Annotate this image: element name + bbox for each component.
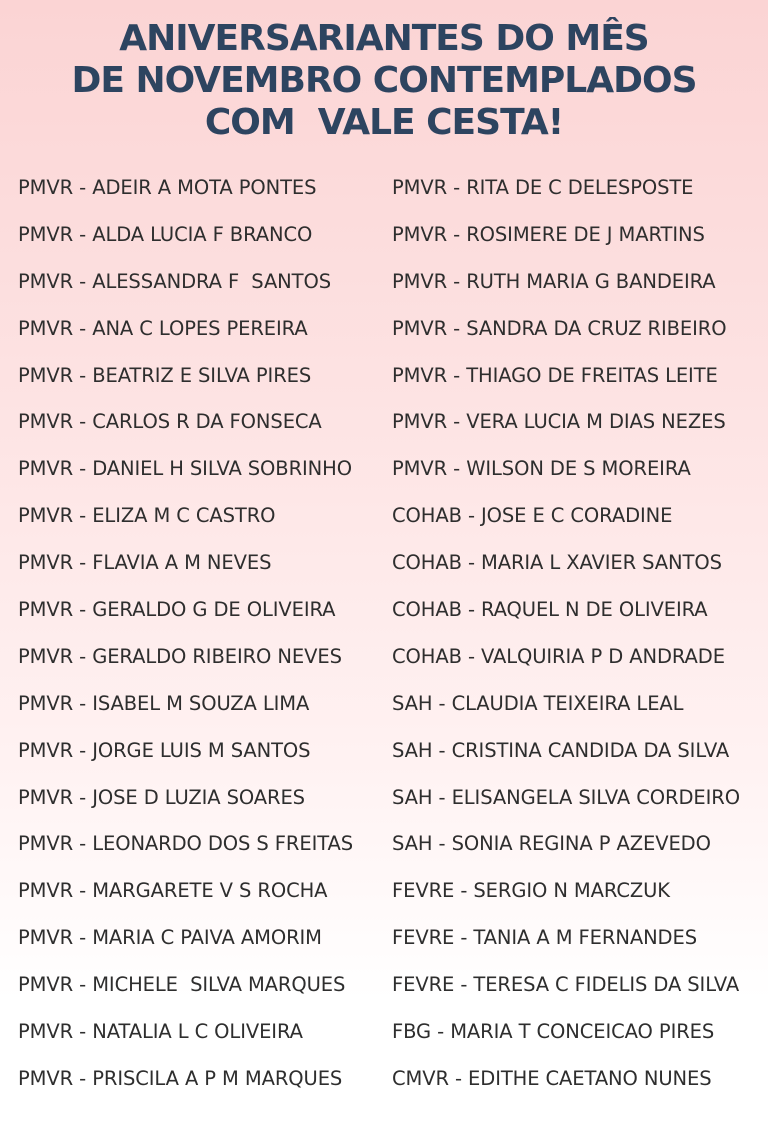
list-item: PMVR - CARLOS R DA FONSECA: [18, 410, 322, 434]
list-item: PMVR - NATALIA L C OLIVEIRA: [18, 1020, 303, 1044]
list-item: PMVR - JORGE LUIS M SANTOS: [18, 738, 311, 762]
list-item: PMVR - MICHELE SILVA MARQUES: [18, 973, 346, 997]
list-item: COHAB - JOSE E C CORADINE: [392, 504, 673, 528]
list-item: PMVR - ANA C LOPES PEREIRA: [18, 316, 308, 340]
list-item: SAH - ELISANGELA SILVA CORDEIRO: [392, 785, 740, 809]
list-item: PMVR - RITA DE C DELESPOSTE: [392, 176, 694, 199]
list-item: PMVR - ADEIR A MOTA PONTES: [18, 176, 317, 199]
title-line-1: ANIVERSARIANTES DO MÊS: [119, 18, 649, 59]
list-item: PMVR - SANDRA DA CRUZ RIBEIRO: [392, 316, 727, 340]
left-name-list: [18, 165, 388, 1103]
title-line-3: COM VALE CESTA!: [204, 102, 564, 143]
right-name-list: [392, 165, 764, 1103]
list-item: SAH - CRISTINA CANDIDA DA SILVA: [392, 738, 730, 762]
list-item: PMVR - FLAVIA A M NEVES: [18, 551, 272, 575]
list-item: PMVR - ALESSANDRA F SANTOS: [18, 269, 332, 293]
list-item: COHAB - RAQUEL N DE OLIVEIRA: [392, 598, 708, 622]
list-item: PMVR - ROSIMERE DE J MARTINS: [392, 222, 705, 246]
list-item: COHAB - VALQUIRIA P D ANDRADE: [392, 644, 725, 668]
list-item: FBG - MARIA T CONCEICAO PIRES: [392, 1020, 715, 1044]
list-item: PMVR - BEATRIZ E SILVA PIRES: [18, 363, 312, 387]
list-item: CMVR - EDITHE CAETANO NUNES: [392, 1066, 712, 1090]
list-item: FEVRE - TERESA C FIDELIS DA SILVA: [392, 973, 740, 997]
list-item: PMVR - GERALDO RIBEIRO NEVES: [18, 644, 342, 668]
list-item: FEVRE - SERGIO N MARCZUK: [392, 879, 670, 903]
list-item: PMVR - VERA LUCIA M DIAS NEZES: [392, 410, 726, 434]
list-item: FEVRE - TANIA A M FERNANDES: [392, 926, 697, 950]
poster-title: [0, 18, 768, 144]
list-item: PMVR - GERALDO G DE OLIVEIRA: [18, 598, 336, 622]
title-line-2: DE NOVEMBRO CONTEMPLADOS: [71, 60, 697, 101]
list-item: PMVR - PRISCILA A P M MARQUES: [18, 1066, 343, 1090]
list-item: PMVR - THIAGO DE FREITAS LEITE: [392, 363, 718, 387]
list-item: SAH - CLAUDIA TEIXEIRA LEAL: [392, 691, 684, 715]
list-item: PMVR - LEONARDO DOS S FREITAS: [18, 832, 354, 856]
list-item: PMVR - MARGARETE V S ROCHA: [18, 879, 328, 903]
list-item: PMVR - ISABEL M SOUZA LIMA: [18, 691, 310, 715]
list-item: PMVR - ALDA LUCIA F BRANCO: [18, 222, 313, 246]
list-item: PMVR - DANIEL H SILVA SOBRINHO: [18, 457, 352, 481]
list-item: PMVR - ELIZA M C CASTRO: [18, 504, 276, 528]
list-item: PMVR - WILSON DE S MOREIRA: [392, 457, 691, 481]
list-item: PMVR - RUTH MARIA G BANDEIRA: [392, 269, 716, 293]
list-item: SAH - SONIA REGINA P AZEVEDO: [392, 832, 711, 856]
list-item: COHAB - MARIA L XAVIER SANTOS: [392, 551, 722, 575]
list-item: PMVR - JOSE D LUZIA SOARES: [18, 785, 305, 809]
list-item: PMVR - MARIA C PAIVA AMORIM: [18, 926, 322, 950]
